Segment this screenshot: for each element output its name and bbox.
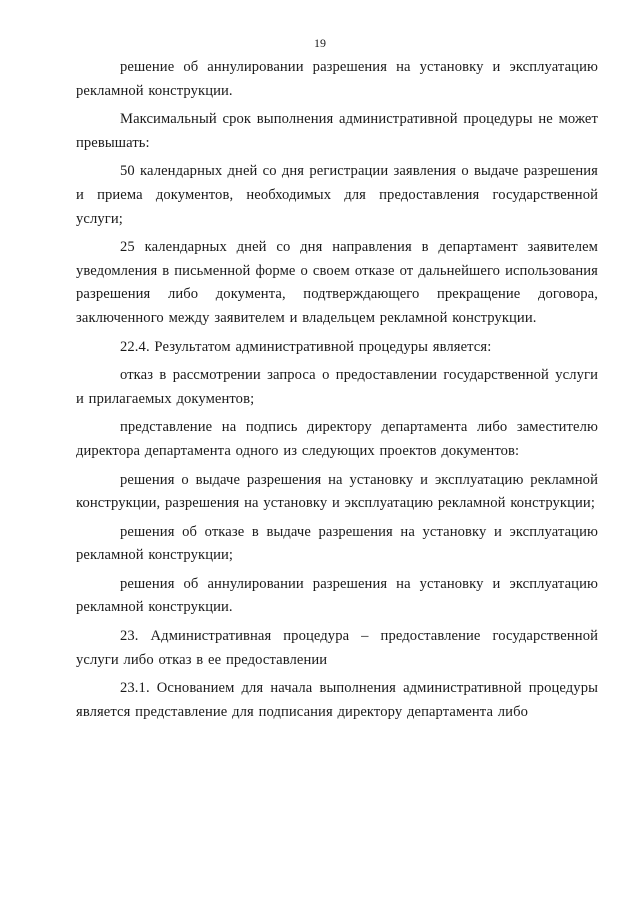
- page-number: 19: [314, 36, 326, 50]
- paragraph-issue-decision: решения о выдаче разрешения на установку и эксплуатацию рекламной конструкции, разрешения на установку и эксплуатацию рекламной конструкции;: [76, 471, 598, 512]
- paragraph-submission-for-signature: представление на подпись директору департамента либо заместителю директора департамента одного из следующих проектов документов:: [76, 419, 598, 459]
- paragraph-50-days: 50 календарных дней со дня регистрации заявления о выдаче разрешения и приема документов, необходимых для предоставления государственной услуги;: [76, 163, 598, 227]
- section-23-heading: 23. Административная процедура – предоставление государственной услуги либо отказ в ее предоставлении: [76, 628, 598, 668]
- paragraph-annulment-decision-2: решения об аннулировании разрешения на установку и эксплуатацию рекламной конструкции.: [76, 575, 598, 616]
- paragraph-refusal-decision: решения об отказе в выдаче разрешения на установку и эксплуатацию рекламной конструкции;: [76, 523, 598, 564]
- paragraph-25-days: 25 календарных дней со дня направления в департамент заявителем уведомления в письменной форме о своем отказе от дальнейшего использования разрешения либо документа, подтверждающего прекращение договора, заключенного между заявителем и владельцем рекламной конструкции.: [76, 239, 598, 326]
- document-body: [76, 56, 598, 729]
- paragraph-23-1: 23.1. Основанием для начала выполнения административной процедуры является представление для подписания директору департамента либо: [76, 680, 598, 720]
- paragraph-refusal-consideration: отказ в рассмотрении запроса о предоставлении государственной услуги и прилагаемых документов;: [76, 367, 598, 407]
- paragraph-annulment-decision: решение об аннулировании разрешения на установку и эксплуатацию рекламной конструкции.: [76, 59, 598, 99]
- paragraph-22-4-result: 22.4. Результатом административной процедуры является:: [120, 338, 492, 355]
- paragraph-max-duration: Максимальный срок выполнения административной процедуры не может превышать:: [76, 111, 598, 151]
